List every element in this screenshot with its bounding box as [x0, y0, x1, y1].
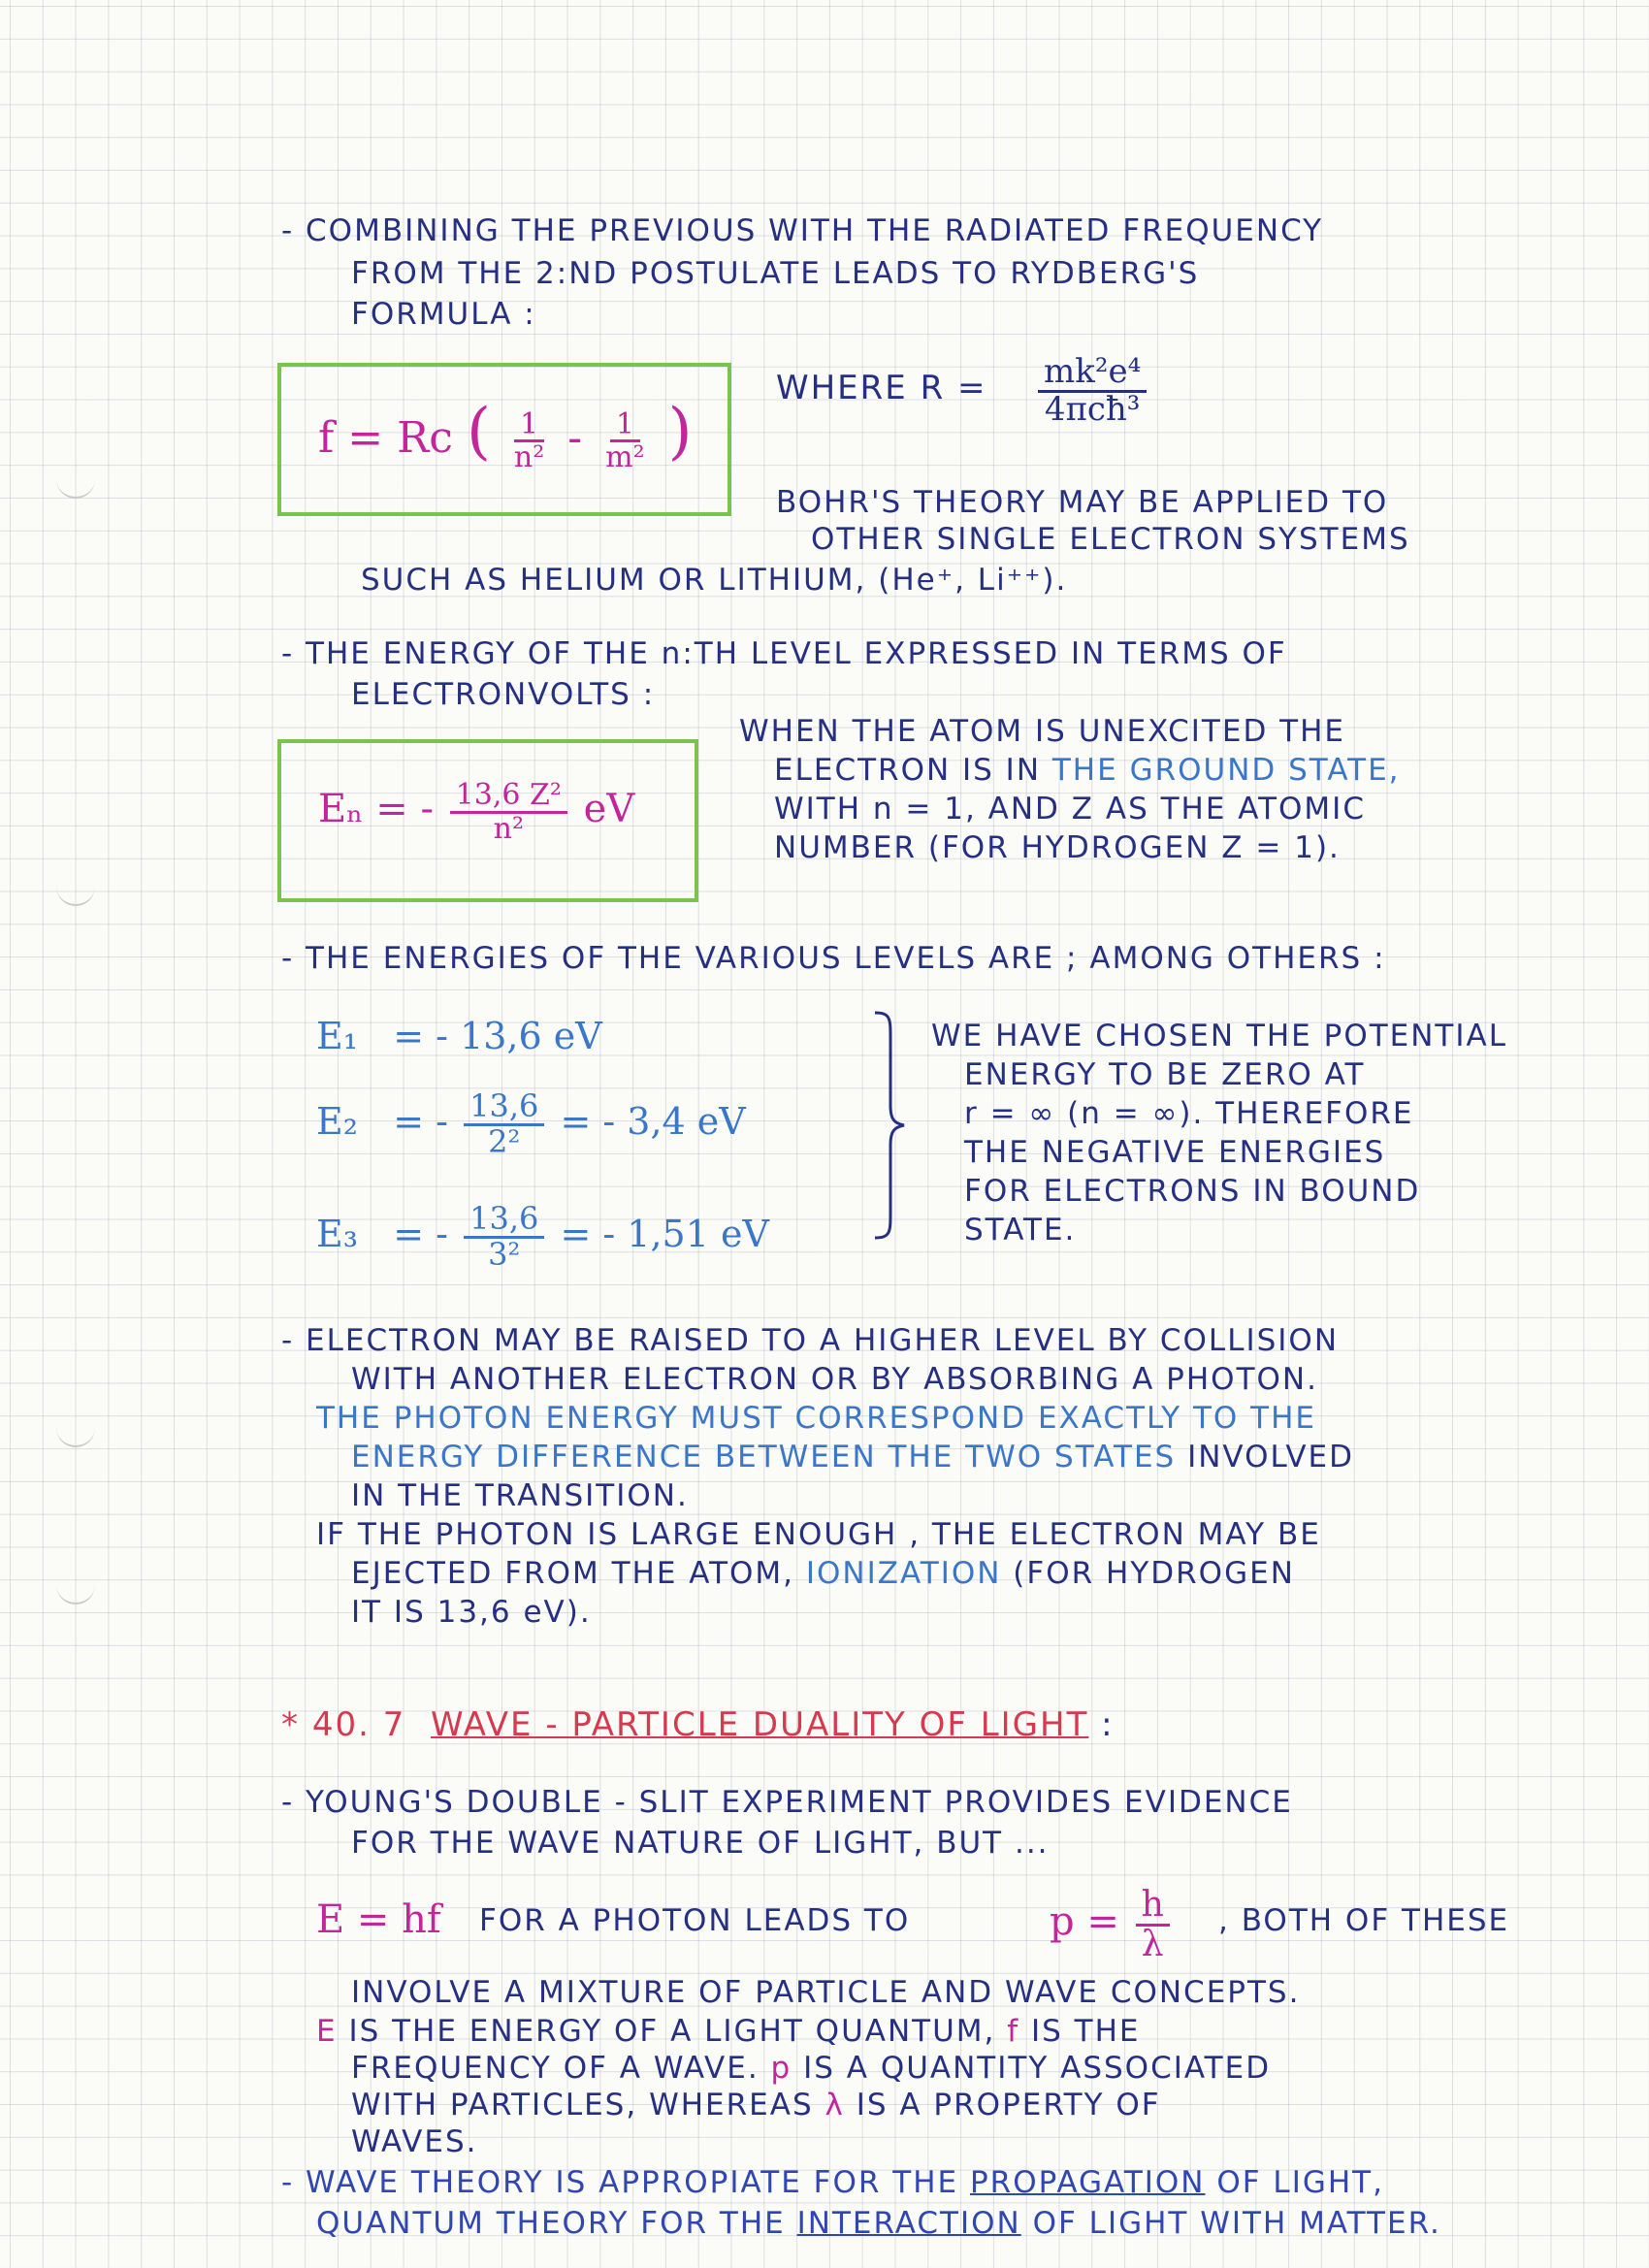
rydberg-frac-m	[599, 406, 650, 474]
photon-line-3-tail: IS THE	[1019, 2014, 1141, 2049]
rydberg-frac-n	[508, 406, 550, 474]
level-e3-num: 13,6	[464, 1203, 544, 1239]
rydberg-frac-n-num: 1	[514, 409, 544, 443]
level-e1-rhs: = - 13,6 eV	[393, 1015, 602, 1057]
potential-line-5: FOR ELECTRONS IN BOUND	[964, 1174, 1421, 1209]
energy-formula	[318, 761, 634, 858]
rydberg-frac-n-den: n²	[513, 440, 545, 474]
binder-hole	[56, 1426, 95, 1447]
section-star: *	[281, 1705, 300, 1744]
bohr-line-2: OTHER SINGLE ELECTRON SYSTEMS	[811, 522, 1410, 557]
rydberg-lhs: f	[318, 413, 335, 463]
propagation-term: PROPAGATION	[969, 2165, 1206, 2200]
momentum-num: h	[1136, 1887, 1170, 1927]
raised-line-4-involved: INVOLVED	[1187, 1440, 1355, 1474]
ground-line-2-text: ELECTRON IS IN	[774, 753, 1052, 788]
level-e2-eq: = -	[393, 1100, 448, 1143]
bohr-line-1: BOHR'S THEORY MAY BE APPLIED TO	[776, 485, 1389, 520]
interaction-term: INTERACTION	[796, 2206, 1021, 2241]
ground-state-term: THE GROUND STATE,	[1051, 753, 1401, 788]
photon-line-3-text: IS THE ENERGY OF A LIGHT QUANTUM,	[337, 2014, 1008, 2049]
photon-line-5	[351, 2086, 1161, 2124]
intro-line-3: FORMULA :	[351, 297, 536, 332]
photon-line-2: INVOLVE A MIXTURE OF PARTICLE AND WAVE CONCEPTS.	[351, 1975, 1301, 2010]
rydberg-rparen: )	[667, 396, 693, 468]
level-e2	[316, 1083, 746, 1160]
ground-line-1: WHEN THE ATOM IS UNEXCITED THE	[739, 714, 1346, 749]
level-e2-frac	[464, 1087, 544, 1160]
young-line-1: - YOUNG'S DOUBLE - SLIT EXPERIMENT PROVIDES EVIDENCE	[281, 1785, 1293, 1820]
photon-line-5-tail: IS A PROPERTY OF	[844, 2088, 1161, 2122]
raised-line-4-text: ENERGY DIFFERENCE BETWEEN THE TWO STATES	[351, 1440, 1188, 1474]
photon-text-1: FOR A PHOTON LEADS TO	[479, 1903, 911, 1938]
curly-brace	[869, 1009, 908, 1242]
theory-line-1-text: - WAVE THEORY IS APPROPIATE FOR THE	[281, 2165, 970, 2200]
binder-hole	[56, 477, 95, 499]
where-den: 4πcħ³	[1044, 389, 1141, 429]
bohr-line-3: SUCH AS HELIUM OR LITHIUM, (He⁺, Li⁺⁺).	[361, 563, 1068, 598]
theory-line-2-text: QUANTUM THEORY FOR THE	[316, 2206, 797, 2241]
photon-line-4-tail: IS A QUANTITY ASSOCIATED	[792, 2051, 1272, 2086]
level-e3-lhs: E₃	[316, 1213, 358, 1255]
level-e3-den: 3²	[488, 1236, 521, 1273]
rydberg-frac-m-num: 1	[610, 409, 640, 443]
level-e1	[316, 1015, 602, 1057]
raised-line-8: IT IS 13,6 eV).	[351, 1595, 592, 1630]
binder-hole	[56, 885, 95, 906]
theory-line-2-tail: OF LIGHT WITH MATTER.	[1020, 2206, 1441, 2241]
momentum-den: λ	[1141, 1924, 1164, 1964]
level-e2-num: 13,6	[464, 1090, 544, 1126]
rydberg-eq: =	[347, 413, 384, 463]
photon-line-4	[351, 2049, 1271, 2088]
section-number: 40. 7	[311, 1705, 406, 1744]
levels-intro: - THE ENERGIES OF THE VARIOUS LEVELS ARE ; AMONG OTHERS :	[281, 941, 1386, 976]
ionization-term: IONIZATION	[805, 1556, 1002, 1591]
level-e3-eq: = -	[393, 1213, 448, 1255]
young-line-2: FOR THE WAVE NATURE OF LIGHT, BUT ...	[351, 1826, 1050, 1861]
photon-line-3	[316, 2012, 1141, 2051]
level-e3-result: = - 1,51 eV	[560, 1213, 769, 1255]
momentum-frac	[1136, 1884, 1170, 1964]
photon-line-4-text: FREQUENCY OF A WAVE.	[351, 2051, 771, 2086]
energy-intro-line-2: ELECTRONVOLTS :	[351, 677, 656, 712]
potential-line-2: ENERGY TO BE ZERO AT	[964, 1057, 1366, 1092]
rydberg-frac-m-den: m²	[605, 440, 645, 474]
raised-line-7	[351, 1554, 1295, 1593]
level-e2-lhs: E₂	[316, 1100, 358, 1143]
rydberg-minus: -	[567, 413, 583, 463]
level-e3-frac	[464, 1200, 544, 1273]
raised-line-6: IF THE PHOTON IS LARGE ENOUGH , THE ELECTRON MAY BE	[316, 1517, 1321, 1552]
symbol-lambda: λ	[824, 2088, 845, 2122]
theory-line-2	[316, 2204, 1441, 2243]
photon-line-6: WAVES.	[351, 2124, 478, 2159]
energy-den: n²	[493, 811, 524, 846]
energy-num: 13,6 Z²	[450, 780, 567, 814]
raised-line-5: IN THE TRANSITION.	[351, 1478, 689, 1513]
ground-line-2	[774, 751, 1401, 790]
potential-line-6: STATE.	[964, 1213, 1077, 1247]
raised-line-7-text: EJECTED FROM THE ATOM,	[351, 1556, 806, 1591]
level-e2-result: = - 3,4 eV	[560, 1100, 746, 1143]
raised-line-2: WITH ANOTHER ELECTRON OR BY ABSORBING A PHOTON.	[351, 1362, 1318, 1397]
ehf-formula: E = hf	[316, 1897, 441, 1942]
level-e1-lhs: E₁	[316, 1015, 358, 1057]
ground-line-3: WITH n = 1, AND Z AS THE ATOMIC	[774, 792, 1366, 826]
binder-hole	[56, 1583, 95, 1604]
where-fraction	[1034, 352, 1150, 429]
potential-line-4: THE NEGATIVE ENERGIES	[964, 1135, 1386, 1170]
energy-lhs: Eₙ	[318, 787, 364, 831]
raised-line-3: THE PHOTON ENERGY MUST CORRESPOND EXACTLY TO THE	[316, 1401, 1316, 1436]
potential-line-1: WE HAVE CHOSEN THE POTENTIAL	[931, 1019, 1507, 1053]
photon-text-2: , BOTH OF THESE	[1218, 1903, 1510, 1938]
section-colon: :	[1101, 1705, 1115, 1744]
section-heading	[281, 1705, 1115, 1744]
symbol-f: f	[1007, 2014, 1020, 2049]
theory-line-1	[281, 2163, 1384, 2202]
intro-line-1: - COMBINING THE PREVIOUS WITH THE RADIATED FREQUENCY	[281, 213, 1324, 248]
rydberg-formula	[318, 388, 693, 482]
rydberg-lparen: (	[466, 396, 491, 468]
symbol-e: E	[316, 2014, 338, 2049]
raised-line-1: - ELECTRON MAY BE RAISED TO A HIGHER LEVEL BY COLLISION	[281, 1323, 1340, 1358]
potential-line-3: r = ∞ (n = ∞). THEREFORE	[964, 1096, 1414, 1131]
theory-line-1-tail: OF LIGHT,	[1205, 2165, 1384, 2200]
raised-line-7-tail: (FOR HYDROGEN	[1001, 1556, 1295, 1591]
momentum-formula	[1050, 1878, 1174, 1965]
level-e2-den: 2²	[488, 1123, 521, 1160]
section-title: WAVE - PARTICLE DUALITY OF LIGHT	[430, 1705, 1089, 1744]
energy-intro-line-1: - THE ENERGY OF THE n:TH LEVEL EXPRESSED IN TERMS OF	[281, 636, 1287, 671]
ground-line-4: NUMBER (FOR HYDROGEN Z = 1).	[774, 830, 1341, 865]
photon-line-5-text: WITH PARTICLES, WHEREAS	[351, 2088, 825, 2122]
rydberg-rc: Rc	[397, 413, 453, 463]
where-num: mk²e⁴	[1038, 355, 1147, 393]
raised-line-4	[351, 1438, 1354, 1476]
level-e3	[316, 1195, 769, 1273]
symbol-p: p	[770, 2051, 792, 2086]
intro-line-2: FROM THE 2:ND POSTULATE LEADS TO RYDBERG'S	[351, 256, 1200, 291]
energy-frac	[450, 780, 567, 844]
where-label: WHERE R =	[776, 369, 987, 407]
energy-unit: eV	[583, 787, 635, 831]
energy-eq: = -	[375, 787, 434, 831]
momentum-lhs: p =	[1050, 1899, 1119, 1944]
